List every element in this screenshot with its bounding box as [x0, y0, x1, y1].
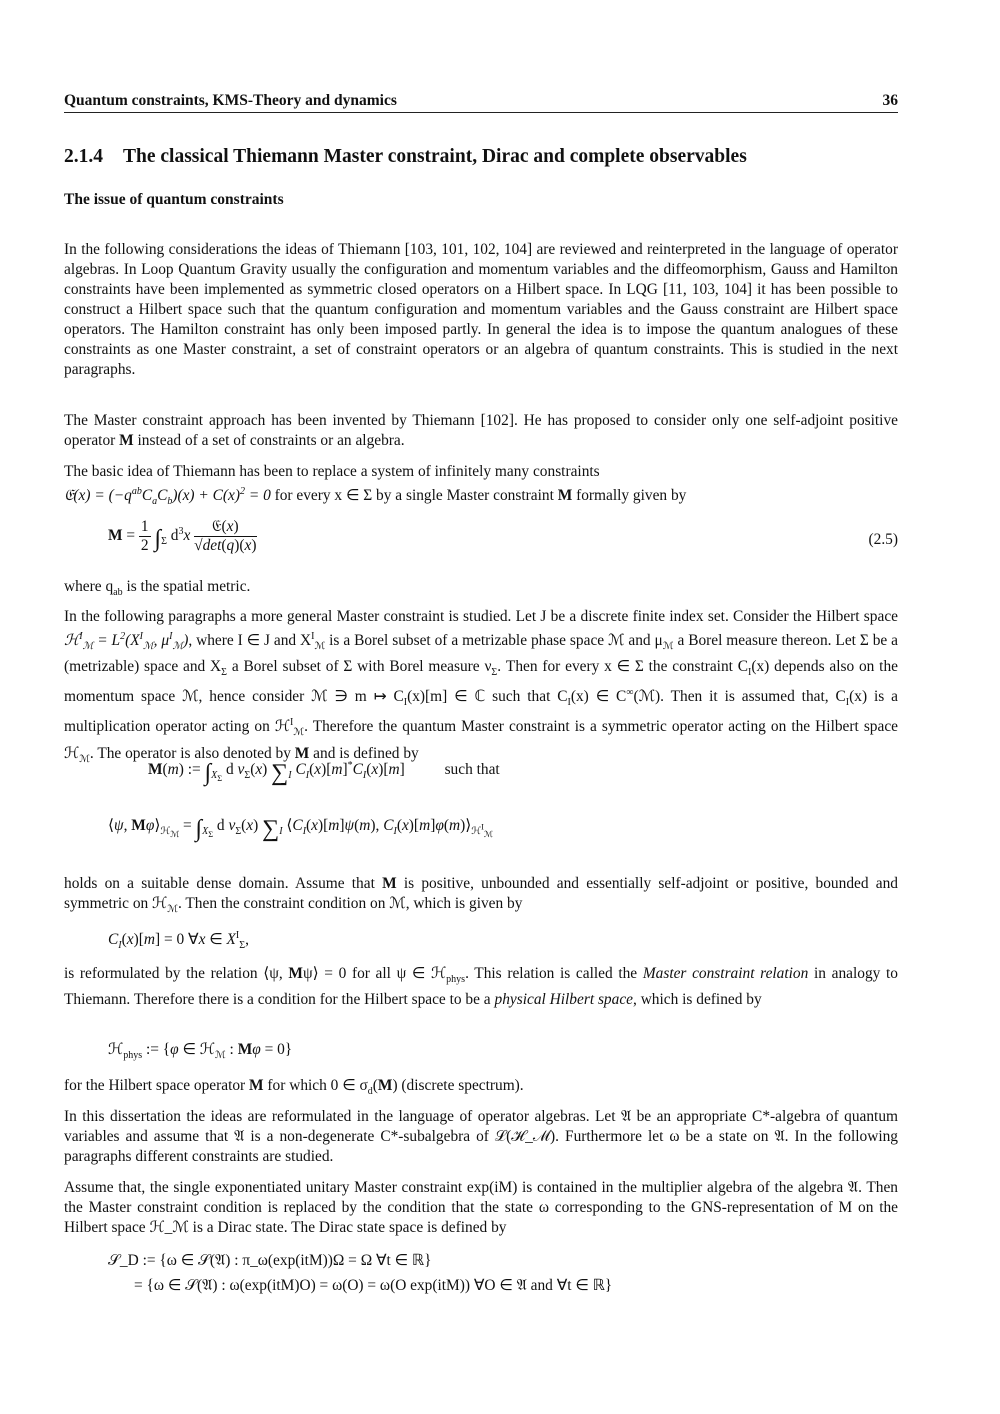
paragraph-discrete-spectrum: for the Hilbert space operator M for which 0 ∈ $\sigma_d(M)$ (discrete spectrum). — [64, 1077, 524, 1098]
paragraph-dense-domain: holds on a suitable dense domain. Assume that M is positive, unbounded and essentially self-adjoint or positive, bounded and symmetric on ℋ$_ℳ$. Then the constraint condition on ℳ, which is given by — [64, 875, 898, 916]
equation-master-constraint: M = $\frac{1}{2}$ $\int_\Sigma$ $d^3x$ $\frac{\text{𝔈(x)}}{√\det(q)(x)}$ — [108, 518, 257, 554]
paragraph-metric-note: where $q_{ab}$ is the spatial metric. — [64, 578, 251, 599]
section-heading — [64, 146, 747, 168]
equation-number-2-5: (2.5) — [868, 531, 898, 548]
paragraph-general-master: In the following paragraphs a more general Master constraint is studied. Let J be a discrete finite index set. Consider the Hilbert space ℋ$^I_ℳ$ = $L^2(X^I_ℳ$, $\mu^I_ℳ$), where I ∈ J and $X^I_ℳ$ is a Borel subset of a metrizable phase space ℳ and $\mu_ℳ$ a Borel measure thereon. Let Σ be a (metrizable) space and $X_\Sigma$ a Borel subset of Σ with Borel measure $\nu_\Sigma$. Then for every x ∈ Σ the constraint $C_I(x)$ depends also on the momentum space ℳ, hence consider ℳ ∋ m ↦ $C_I(x)[m]$ ∈ ℂ such that $C_I(x)$ ∈ C∞(ℳ). Then it is assumed that, $C_I(x)$ is a multiplication operator acting on ℋ$^I_ℳ$. Therefore the quantum Master constraint is a symmetric operator acting on the Hilbert space ℋ$_ℳ$. The operator is also denoted by M and is defined by — [64, 608, 899, 765]
running-header-title: Quantum constraints, KMS-Theory and dynamics — [64, 92, 397, 109]
equation-dirac-state-space-1: 𝒮_D := {ω ∈ 𝒮(𝔄) : π_ω(exp(itM))Ω = Ω ∀t ∈ ℝ} — [108, 1252, 432, 1269]
section-number: 2.1.4 — [64, 146, 103, 167]
equation-constraint-zero: $C_I(x)[m] = 0$ ∀x ∈ $X^I_\Sigma$, — [108, 930, 249, 952]
subsection-heading: The issue of quantum constraints — [64, 191, 284, 208]
constraint-equation-inline: 𝔈(x) = $(-q^{ab}C_aC_b)(x) + C(x)^2 = 0$ — [64, 486, 271, 508]
paragraph-operator-algebras: In this dissertation the ideas are reformulated in the language of operator algebras. Let 𝔄 be an appropriate C*-algebra of quantum variables and assume that 𝔄 is a non-degenerate C*-subalgebra of ℒ(ℋ_ℳ). Furthermore let ω be a state on 𝔄. In the following paragraphs different constraints are studied. — [64, 1108, 898, 1165]
paragraph-dirac-state: Assume that, the single exponentiated unitary Master constraint exp(iM) is contained in the multiplier algebra of the algebra 𝔄. Then the Master constraint condition is replaced by the condition that the state ω corresponding to the GNS-representation of M on the Hilbert space ℋ_ℳ is a Dirac state. The Dirac state space is defined by — [64, 1179, 898, 1236]
running-header — [64, 92, 898, 113]
section-title: The classical Thiemann Master constraint, Dirac and complete observables — [123, 146, 747, 167]
equation-inner-product: ⟨ψ, $M\varphi⟩_{ℋ_ℳ} = \int_{X_\Sigma}$ d $\nu_\Sigma(x)$ $\sum_I$ $⟨C_I(x)[m]\psi(m)$, $C_I(x)[m]\varphi(m)⟩_{ℋ^I_ℳ}$ — [108, 816, 493, 842]
equation-dirac-state-space-2: = {ω ∈ 𝒮(𝔄) : ω(exp(itM)O) = ω(O) = ω(O exp(itM)) ∀O ∈ 𝔄 and ∀t ∈ ℝ} — [134, 1277, 613, 1294]
such-that-label: such that — [444, 761, 500, 779]
paragraph-intro: In the following considerations the ideas of Thiemann [103, 101, 102, 104] are reviewed and reinterpreted in the language of operator algebras. In Loop Quantum Gravity usually the configuration and momentum variables and the diffeomorphism, Gauss and Hamilton constraints have been implemented as symmetric closed operators on a Hilbert space. In LQG [11, 103, 104] it has been possible to construct a Hilbert space such that the quantum configuration and momentum variables and the Gauss constraint are Hilbert space operators. The Hamilton constraint has only been imposed partly. In general the idea is to impose the quantum analogues of these constraints as one Master constraint, a set of constraint operators or an algebra of quantum constraints. This is studied in the next paragraphs. — [64, 241, 898, 378]
equation-physical-hilbert-space: ℋ$_{phys}$ := {φ ∈ ℋ$_ℳ$ : Mφ = 0} — [108, 1041, 293, 1062]
paragraph-basic-idea: The basic idea of Thiemann has been to replace a system of infinitely many constraints 𝔈(x) = $(-q^{ab}C_aC_b)(x) + C(x)^2 = 0$ for every x ∈ Σ by a single Master constraint M formally given by — [64, 463, 687, 508]
page-number: 36 — [882, 92, 898, 109]
paragraph-master-approach: The Master constraint approach has been invented by Thiemann [102]. He has proposed to consider only one self-adjoint positive operator M instead of a set of constraints or an algebra. — [64, 412, 898, 449]
paragraph-master-relation: is reformulated by the relation ⟨ψ, Mψ⟩ = 0 for all ψ ∈ ℋ$_{phys}$. This relation is called the Master constraint relation in analogy to Thiemann. Therefore there is a condition for the Hilbert space to be a physical Hilbert space, which is defined by — [64, 965, 898, 1009]
equation-master-def: M(m) := $\int_{X_\Sigma}$ d $\nu_\Sigma(x)$ $\sum_I$ $C_I(x)[m]^*C_I(x)[m]$ such that — [148, 760, 500, 787]
